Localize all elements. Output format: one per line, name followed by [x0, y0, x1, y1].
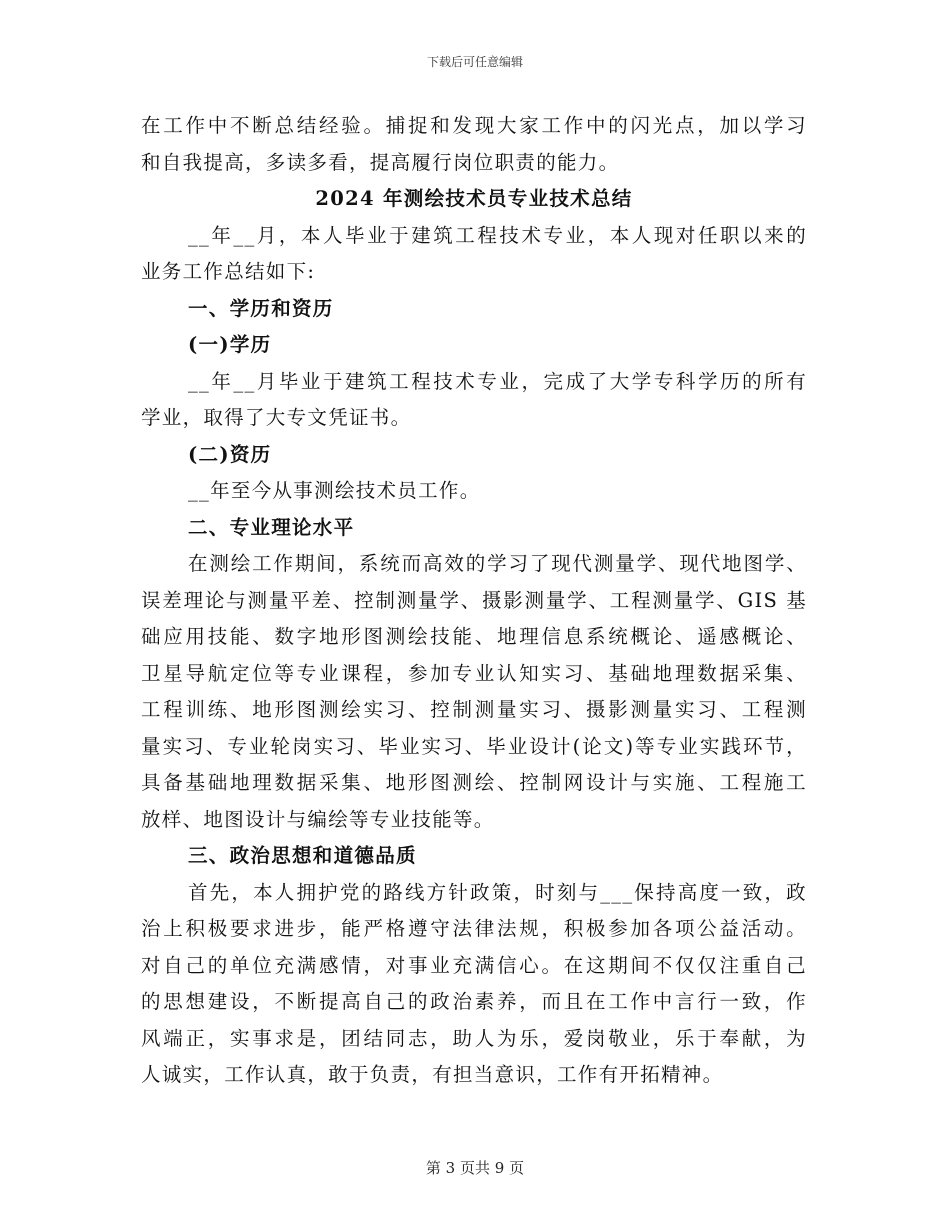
paragraph-line: 放样、地图设计与编绘等专业技能等。 [141, 807, 495, 831]
paragraph-line: 对自己的单位充满感情，对事业充满信心。在这期间不仅仅注重自己 [141, 953, 807, 977]
paragraph-line: 风端正，实事求是，团结同志，助人为乐，爱岗敬业，乐于奉献，为 [141, 1026, 807, 1050]
paragraph-line: __年__月，本人毕业于建筑工程技术专业，本人现对任职以来的 [188, 223, 807, 247]
paragraph-line: 和自我提高，多读多看，提高履行岗位职责的能力。 [141, 150, 620, 174]
paragraph-line: 业务工作总结如下: [141, 260, 316, 283]
subheading-experience: (二)资历 [188, 442, 272, 466]
paragraph-line: 首先，本人拥护党的路线方针政策，时刻与___保持高度一致，政 [188, 880, 807, 904]
document-title: 2024 年测绘技术员专业技术总结 [315, 187, 633, 210]
paragraph-line: 卫星导航定位等专业课程，参加专业认知实习、基础地理数据采集、 [141, 661, 807, 685]
paragraph-line: 在测绘工作期间，系统而高效的学习了现代测量学、现代地图学、 [188, 552, 807, 575]
paragraph-line: 具备基础地理数据采集、地形图测绘、控制网设计与实施、工程施工 [141, 771, 807, 794]
paragraph-line: 工程训练、地形图测绘实习、控制测量实习、摄影测量实习、工程测 [141, 698, 807, 721]
subheading-education: (一)学历 [188, 333, 272, 356]
document-body [141, 108, 807, 1094]
section-heading-education: 一、学历和资历 [188, 296, 334, 320]
paragraph-line: 误差理论与测量平差、控制测量学、摄影测量学、工程测量学、GIS 基 [141, 588, 807, 612]
paragraph-line: __年__月毕业于建筑工程技术专业，完成了大学专科学历的所有 [188, 369, 807, 393]
page-header: 下载后可任意编辑 [426, 55, 523, 69]
paragraph-line: 治上积极要求进步，能严格遵守法律法规，积极参加各项公益活动。 [141, 917, 807, 940]
paragraph-line: 的思想建设，不断提高自己的政治素养，而且在工作中言行一致，作 [141, 990, 807, 1013]
paragraph-line: __年至今从事测绘技术员工作。 [188, 479, 481, 502]
paragraph-line: 量实习、专业轮岗实习、毕业实习、毕业设计(论文)等专业实践环节， [141, 734, 807, 758]
paragraph-line: 人诚实，工作认真，敢于负责，有担当意识，工作有开拓精神。 [141, 1063, 724, 1086]
page-footer: 第 3 页共 9 页 [425, 1159, 525, 1177]
paragraph-line: 础应用技能、数字地形图测绘技能、地理信息系统概论、遥感概论、 [141, 625, 807, 648]
section-heading-theory: 二、专业理论水平 [188, 515, 355, 539]
paragraph-line: 在工作中不断总结经验。捕捉和发现大家工作中的闪光点，加以学习 [141, 114, 807, 137]
paragraph-line: 学业，取得了大专文凭证书。 [141, 406, 412, 429]
section-heading-politics: 三、政治思想和道德品质 [188, 844, 417, 867]
